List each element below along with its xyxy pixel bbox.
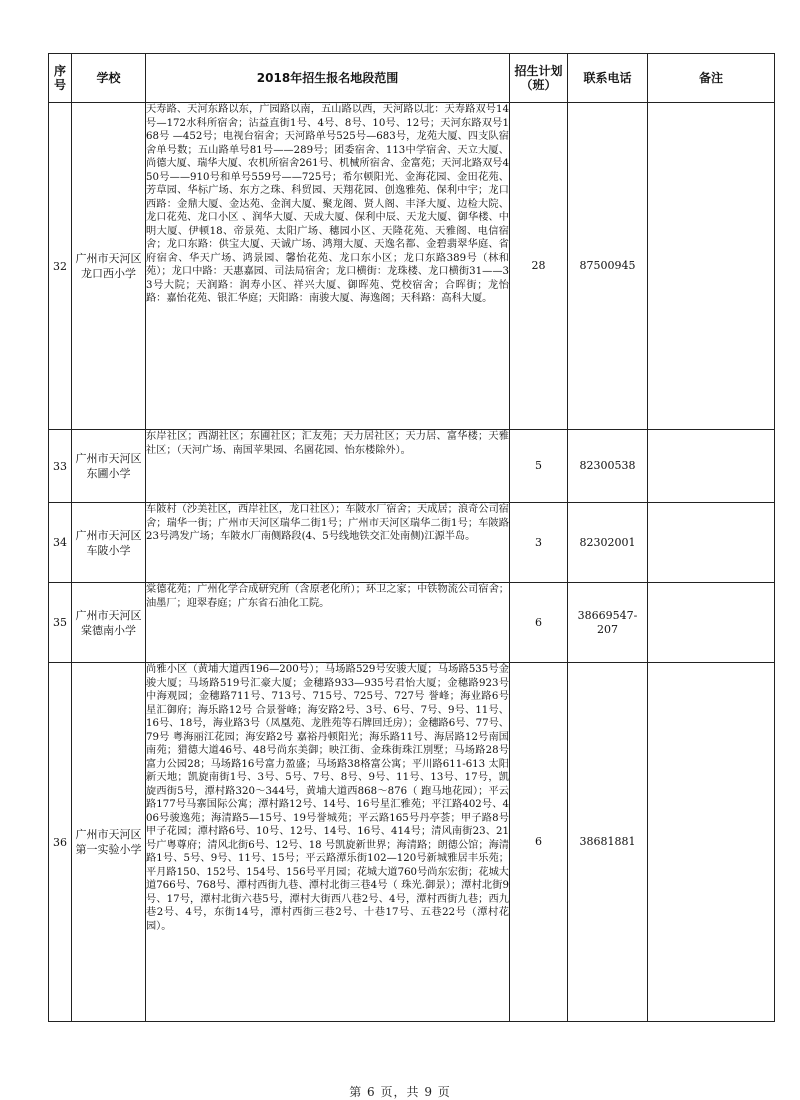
row-phone: 82300538 (568, 430, 648, 503)
row-school: 广州市天河区第一实验小学 (72, 663, 146, 1022)
header-row (49, 54, 775, 103)
row-seq: 33 (49, 430, 72, 503)
row-seq: 32 (49, 103, 72, 430)
enrollment-table (48, 53, 775, 1022)
row-school: 广州市天河区东圃小学 (72, 430, 146, 503)
row-remark (648, 583, 775, 663)
row-remark (648, 430, 775, 503)
row-range: 天寿路、天河东路以东，广园路以南，五山路以西，天河路以北：天寿路双号14号—172水科所宿舍；沾益直街1号、4号、8号、10号、12号；天河东路双号168号 —452号；电视台宿舍；天河路单号525号—683号，龙苑大厦、四支队宿舍单号数；五山路单号81号——289号；团委宿舍、113中学宿舍、天立大厦、尚德大厦、瑞华大厦、农机所宿舍261号、机械所宿舍、金富苑；天河北路双号450号——910号和单号559号——725号；希尔顿阳光、金海花园、金田花苑、芳草园、华标广场、东方之珠、科贸园、天翔花园、创逸雅苑、保利中宇；龙口西路：金鼎大厦、金达苑、金润大厦、聚龙阁、贤人阁、丰泽大厦、边检大院、龙口花苑、龙口小区 、润华大厦、天成大厦、保利中辰、天龙大厦、御华楼、中明大厦、伊顿18、帝景苑、太阳广场、穗园小区、天隆花苑、天雅阁、电信宿舍；龙口东路：供宝大厦、天诚广场、鸿翔大厦、天逸名都、金碧翡翠华庭、省府宿舍、华天广场、鸿景园、馨怡花苑、龙口东小区；龙口东路389号（林和苑）；龙口中路：天惠嘉园、司法局宿舍；龙口横街：龙珠楼、龙口横街31——33号大院；天润路：润寿小区、祥兴大厦、御晖苑、党校宿舍；合晖街；龙怡路：嘉怡花苑、银汇华庭；天阳路：南骏大厦、海逸阁；天科路：高科大厦。 (146, 103, 510, 430)
row-phone: 82302001 (568, 503, 648, 583)
row-seq: 34 (49, 503, 72, 583)
row-range: 东岸社区；西湖社区；东圃社区；汇友苑；天力居社区；天力居、富华楼；天雅社区；（天河广场、南国苹果园、名園花园、怡东楼除外）。 (146, 430, 510, 503)
row-school: 广州市天河区棠德南小学 (72, 583, 146, 663)
row-remark (648, 503, 775, 583)
header-seq: 序号 (49, 54, 72, 103)
row-remark (648, 663, 775, 1022)
table-row (49, 103, 775, 430)
row-plan: 6 (510, 663, 568, 1022)
row-seq: 36 (49, 663, 72, 1022)
row-plan: 6 (510, 583, 568, 663)
row-plan: 5 (510, 430, 568, 503)
table-row (49, 430, 775, 503)
row-range: 车陂村（沙美社区，西岸社区，龙口社区）；车陂水厂宿舍；天成居；浪奇公司宿舍；瑞华一街；广州市天河区瑞华二街1号；广州市天河区瑞华二街1号；车陂路23号鸿发广场；车陂水厂南侧路段(4、5号线地铁交汇处南侧)江源半岛。 (146, 503, 510, 583)
header-plan: 招生计划（班） (510, 54, 568, 103)
header-school: 学校 (72, 54, 146, 103)
row-phone: 87500945 (568, 103, 648, 430)
row-plan: 3 (510, 503, 568, 583)
table-row (49, 503, 775, 583)
row-plan: 28 (510, 103, 568, 430)
row-school: 广州市天河区车陂小学 (72, 503, 146, 583)
row-school: 广州市天河区龙口西小学 (72, 103, 146, 430)
page-footer: 第 6 页，共 9 页 (349, 1085, 451, 1099)
header-remark: 备注 (648, 54, 775, 103)
row-phone: 38681881 (568, 663, 648, 1022)
row-range: 尚雅小区（黄埔大道西196—200号）；马场路529号安骏大厦；马场路535号金骏大厦；马场路519号汇豪大厦；金穗路933—935号君怡大厦；金穗路923号中海观园；金穗路711号、713号、715号、725号、727号 誉峰；海业路6号 星汇御府；海乐路12号 合景誉峰；海安路2号、3号、6号、7号、9号、11号、16号、18号，海业路3号（凤凰苑、龙胜苑等石牌回迁房）；金穗路6号、77号、79号 粤海丽江花园；海安路2号 嘉裕丹顿阳光；海乐路11号、海居路12号南国南苑；猎德大道46号、48号尚东美御；映江街、金珠街珠江別墅；马场路28号富力公园28；马场路16号富力盈盛；马场路38格富公寓；平川路611-613 太阳新天地；凯旋南街1号、3号、5号、7号、8号、9号、11号、13号、17号，凯旋西街5号，潭村路320～344号，黄埔大道西868～876（ 跑马地花园）；平云路177号马寨国际公寓；潭村路12号、14号、16号星汇雅苑；平江路402号、406号骏逸苑；海清路5—15号、19号誉城苑；平云路165号丹亭荟；甲子路8号甲子花园；潭村路6号、10号、12号、14号、16号、414号；清风南街23、21号广粤尊府；清风北街6号、12号、18 号凯旋新世界；海清路；朗德公馆；海清路1号、5号、9号、11号、15号；平云路潭乐街102—120号新城雅居丰乐苑；平月路150、152号、154号、156号平月园；花城大道760号尚东宏街；花城大道766号、768号、潭村西街九巷、潭村北街三巷4号（ 珠光.御景）；潭村北街9号、17号，潭村北街六巷5号，潭村大街西八巷2号、4号，潭村西街九巷；西九巷2号、4号，东街14号，潭村西街三巷2号、十巷17号、五巷22号（潭村花园）。 (146, 663, 510, 1022)
row-remark (648, 103, 775, 430)
table-row (49, 663, 775, 1022)
row-phone: 38669547-207 (568, 583, 648, 663)
row-seq: 35 (49, 583, 72, 663)
row-range: 棠德花苑；广州化学合成研究所（含原老化所）；环卫之家；中铁物流公司宿舍；油墨厂；迎翠春庭；广东省石油化工院。 (146, 583, 510, 663)
header-range: 2018年招生报名地段范围 (146, 54, 510, 103)
header-phone: 联系电话 (568, 54, 648, 103)
table-row (49, 583, 775, 663)
